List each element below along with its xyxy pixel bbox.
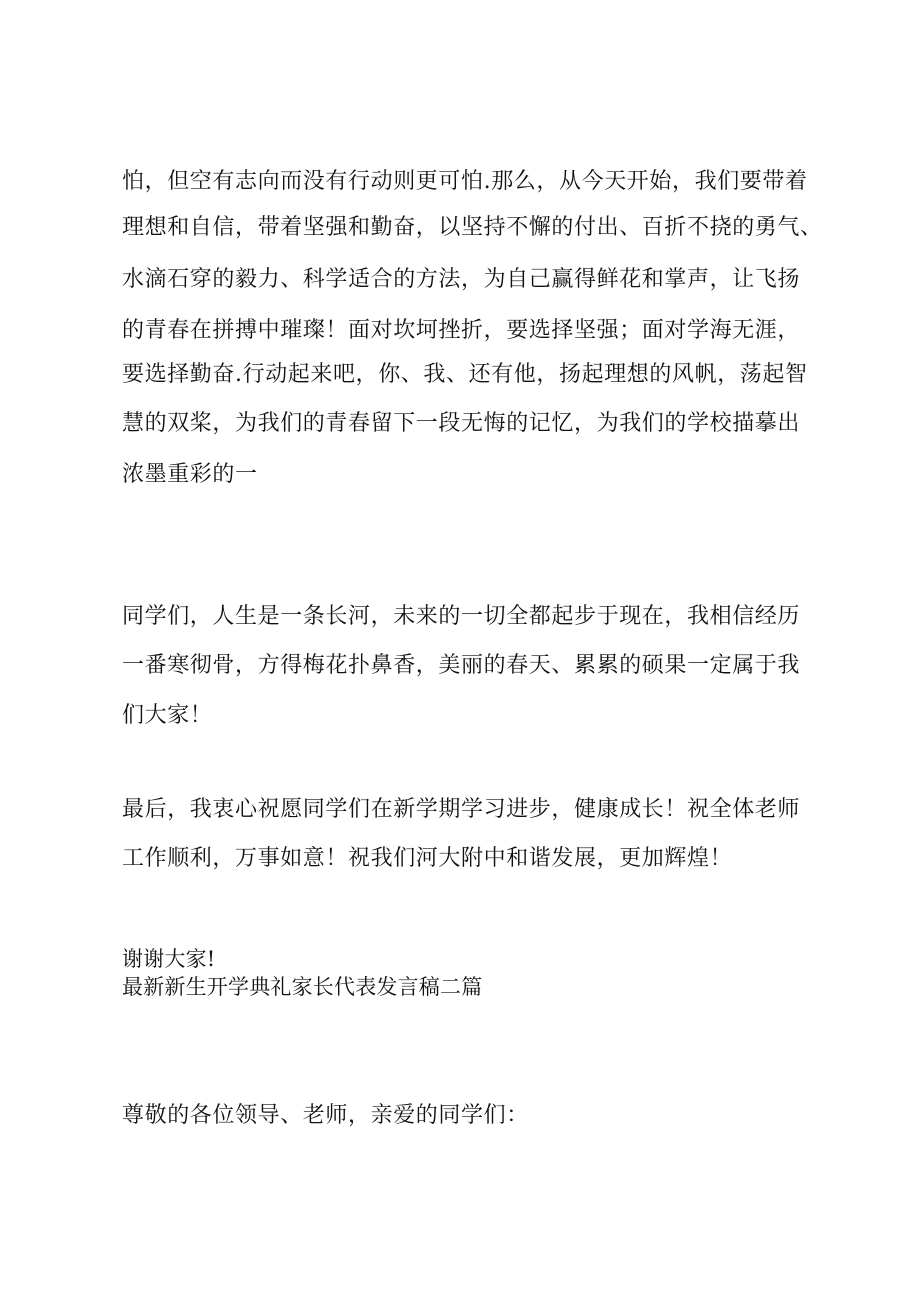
text-line: 水滴石穿的毅力、科学适合的方法，为自己赢得鲜花和掌声，让飞扬 <box>122 267 801 292</box>
text-line: 工作顺利，万事如意！祝我们河大附中和谐发展，更加辉煌！ <box>122 846 733 871</box>
closing-text: 谢谢大家! <box>122 947 216 971</box>
text-line: 同学们，人生是一条长河，未来的一切全都起步于现在，我相信经历 <box>122 604 801 629</box>
text-line: 们大家！ <box>122 703 213 728</box>
text-line: 理想和自信，带着坚强和勤奋，以坚持不懈的付出、百折不挠的勇气、 <box>122 215 823 240</box>
text-line: 一番寒彻骨，方得梅花扑鼻香，美丽的春天、累累的硕果一定属于我 <box>122 653 801 678</box>
salutation: 尊敬的各位领导、老师，亲爱的同学们： <box>122 1103 529 1128</box>
text-line: 慧的双桨，为我们的青春留下一段无悔的记忆，为我们的学校描摹出 <box>122 411 801 436</box>
text-line: 浓墨重彩的一 <box>122 462 258 487</box>
text-line: 要选择勤奋.行动起来吧，你、我、还有他，扬起理想的风帆，荡起智 <box>122 362 808 387</box>
text-line: 最后，我衷心祝愿同学们在新学期学习进步，健康成长！祝全体老师 <box>122 797 801 822</box>
next-section-title: 最新新生开学典礼家长代表发言稿二篇 <box>122 975 483 999</box>
text-line: 的青春在拼搏中璀璨！面对坎坷挫折，要选择坚强；面对学海无涯， <box>122 318 801 343</box>
text-line: 怕，但空有志向而没有行动则更可怕.那么，从今天开始，我们要带着 <box>122 169 808 194</box>
